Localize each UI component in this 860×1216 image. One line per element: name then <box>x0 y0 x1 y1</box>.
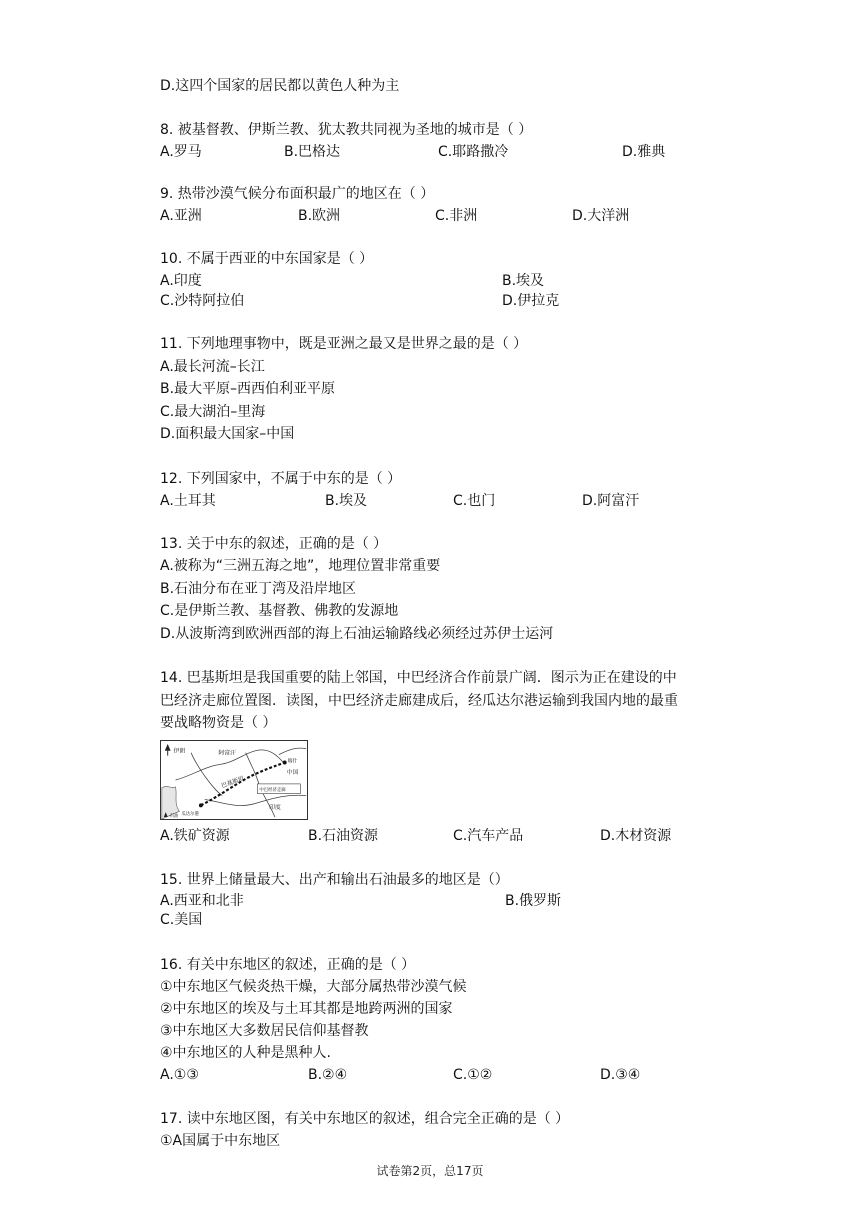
map-label-oil: 石油 <box>169 814 179 819</box>
option-c: C.耶路撒冷 <box>438 144 509 160</box>
option-d: D.木材资源 <box>600 828 672 844</box>
option-c: C.也门 <box>453 493 496 509</box>
option-d: D.面积最大国家–中国 <box>160 426 295 442</box>
map-label-kashgar: 喀什 <box>287 758 298 765</box>
option-b: B.俄罗斯 <box>505 893 562 909</box>
option-c: C.非洲 <box>435 208 478 224</box>
option-a: A.西亚和北非 <box>160 893 244 909</box>
option-d: D.大洋洲 <box>572 208 630 224</box>
option-b: B.埃及 <box>502 273 545 289</box>
question-stem: 8. 被基督教、伊斯兰教、犹太教共同视为圣地的城市是（ ） <box>160 122 533 138</box>
option-a: A.亚洲 <box>160 208 202 224</box>
option-d: D.雅典 <box>622 144 666 160</box>
statement-2: ②中东地区的埃及与土耳其都是地跨两洲的国家 <box>160 1001 453 1017</box>
option-b: B.石油分布在亚丁湾及沿岸地区 <box>160 581 357 597</box>
option-b: B.②④ <box>308 1067 348 1083</box>
statement-3: ③中东地区大多数居民信仰基督教 <box>160 1023 369 1039</box>
map-label-corridor: 中巴经济走廊 <box>259 788 286 794</box>
page-footer: 试卷第2页，总17页 <box>376 1164 484 1178</box>
kashgar-marker <box>283 761 287 765</box>
question-stem: 11. 下列地理事物中，既是亚洲之最又是世界之最的是（ ） <box>160 336 528 352</box>
border-line <box>205 795 306 805</box>
question-stem-line-1: 14. 巴基斯坦是我国重要的陆上邻国，中巴经济合作前景广阔．图示为正在建设的中 <box>160 670 677 686</box>
option-c: C.汽车产品 <box>453 828 524 844</box>
gwadar-marker <box>199 803 203 807</box>
option-a: A.印度 <box>160 273 202 289</box>
map-label-gwadar: 瓜达尔港 <box>181 812 199 818</box>
map-label-india: 印度 <box>269 805 281 812</box>
map-label-iran: 伊朗 <box>173 748 186 755</box>
question-stem: 15. 世界上储量最大、出产和输出石油最多的地区是（） <box>160 872 509 888</box>
statement-4: ④中东地区的人种是黑种人. <box>160 1045 332 1061</box>
option-d: D.伊拉克 <box>502 293 560 309</box>
option-a: A.铁矿资源 <box>160 828 230 844</box>
q7-option-d: D.这四个国家的居民都以黄色人种为主 <box>160 78 400 94</box>
option-b: B.巴格达 <box>284 144 341 160</box>
option-a: A.罗马 <box>160 144 202 160</box>
question-stem: 10. 不属于西亚的中东国家是（ ） <box>160 251 374 267</box>
border-line <box>279 748 306 755</box>
question-stem: 13. 关于中东的叙述，正确的是（ ） <box>160 536 388 552</box>
question-stem-line-2: 巴经济走廊位置图．读图，中巴经济走廊建成后，经瓜达尔港运输到我国内地的最重 <box>160 693 678 709</box>
option-b: B.石油资源 <box>308 828 379 844</box>
option-c: C.①② <box>453 1067 493 1083</box>
option-b: B.欧洲 <box>298 208 341 224</box>
corridor-map <box>160 740 308 820</box>
option-a: A.最长河流–长江 <box>160 359 265 375</box>
option-b: B.埃及 <box>325 493 368 509</box>
option-d: D.从波斯湾到欧洲西部的海上石油运输路线必须经过苏伊士运河 <box>160 626 554 642</box>
question-stem: 17. 读中东地区图，有关中东地区的叙述，组合完全正确的是（ ） <box>160 1111 570 1127</box>
option-c: C.是伊斯兰教、基督教、佛教的发源地 <box>160 603 399 619</box>
north-arrow-icon <box>165 744 171 756</box>
map-label-china: 中国 <box>286 770 299 777</box>
option-b: B.最大平原–西西伯利亚平原 <box>160 381 336 397</box>
option-a: A.①③ <box>160 1067 199 1083</box>
map-label-afghanistan: 阿富汗 <box>218 750 236 757</box>
option-c: C.沙特阿拉伯 <box>160 293 245 309</box>
question-stem: 16. 有关中东地区的叙述，正确的是（ ） <box>160 957 416 973</box>
statement-1: ①中东地区气候炎热干燥，大部分属热带沙漠气候 <box>160 979 467 995</box>
option-d: D.阿富汗 <box>582 493 640 509</box>
statement-1: ①A国属于中东地区 <box>160 1133 281 1149</box>
map-label-pakistan: 巴基斯坦 <box>220 776 245 790</box>
option-c: C.最大湖泊–里海 <box>160 404 266 420</box>
option-a: A.被称为“三洲五海之地”，地理位置非常重要 <box>160 558 441 574</box>
option-c: C.美国 <box>160 912 203 928</box>
question-stem-line-3: 要战略物资是（ ） <box>160 715 277 731</box>
border-line <box>191 753 222 796</box>
question-stem: 12. 下列国家中，不属于中东的是（ ） <box>160 471 402 487</box>
question-stem: 9. 热带沙漠气候分布面积最广的地区在（ ） <box>160 186 435 202</box>
option-d: D.③④ <box>600 1067 641 1083</box>
option-a: A.土耳其 <box>160 493 216 509</box>
